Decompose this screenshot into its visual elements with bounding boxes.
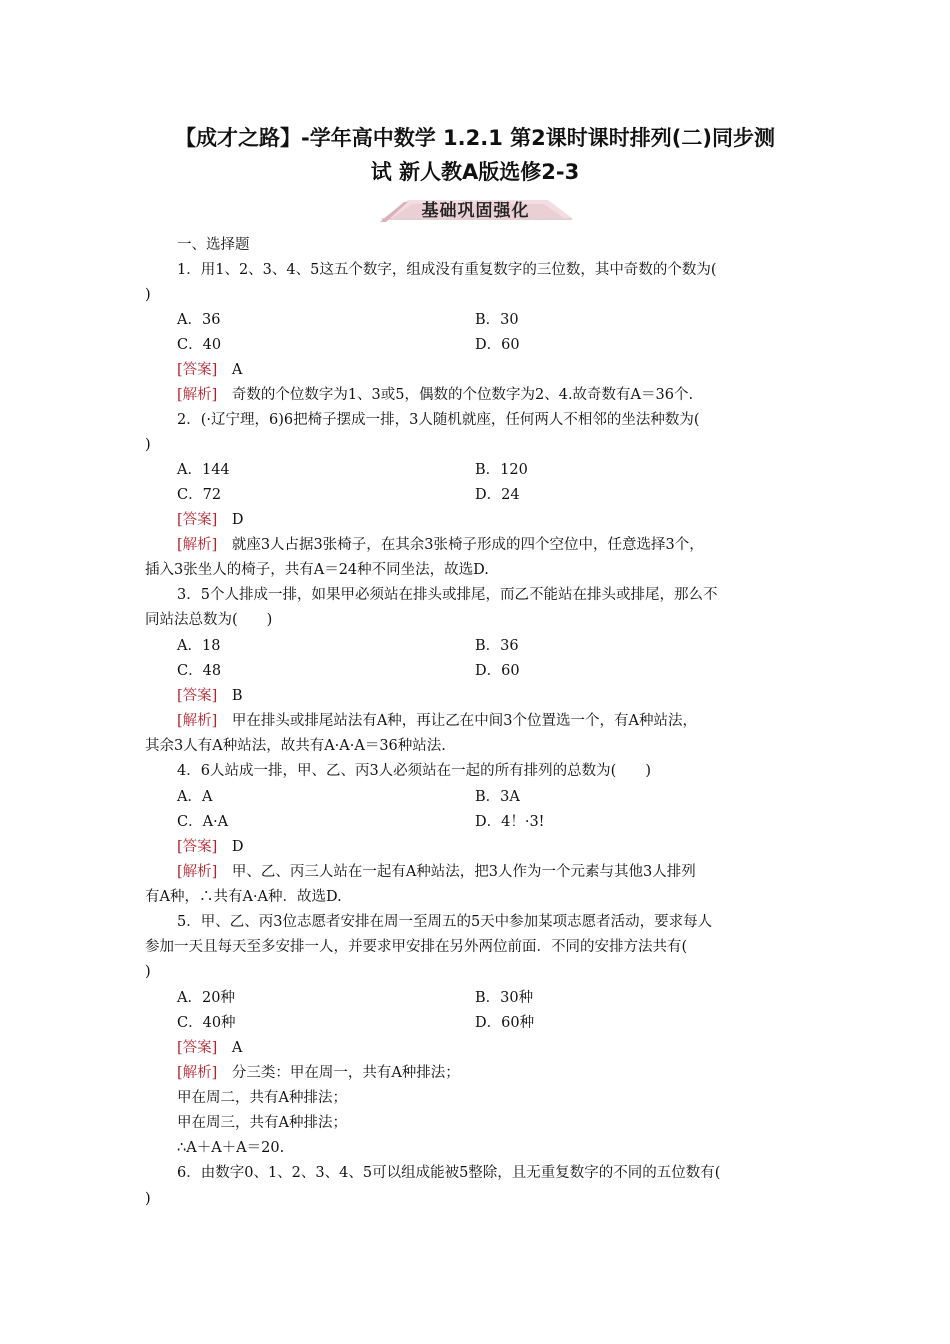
q6-stem-line2: ) xyxy=(145,1191,151,1207)
q2-answer: D xyxy=(231,512,244,528)
q3-stem-line1: 3．5个人排成一排，如果甲必须站在排头或排尾，而乙不能站在排头或排尾，那么不 xyxy=(177,587,718,603)
q2-answer-row xyxy=(177,511,243,529)
q1-answer: A xyxy=(231,362,243,378)
q2-option-c: C．72 xyxy=(177,487,222,503)
analysis-tag: [解析] xyxy=(177,1065,218,1081)
q3-answer: B xyxy=(231,688,243,704)
q2-stem-line2: ) xyxy=(145,437,151,453)
q5-answer-row xyxy=(177,1039,242,1057)
q4-stem-line1: 4．6人站成一排，甲、乙、丙3人必须站在一起的所有排列的总数为( ) xyxy=(177,763,651,779)
q2-stem-line1: 2．(·辽宁理，6)6把椅子摆成一排，3人随机就座，任何两人不相邻的坐法种数为( xyxy=(177,412,700,428)
answer-tag: [答案] xyxy=(177,839,218,855)
q5-analysis-line3: 甲在周三，共有A种排法； xyxy=(177,1115,347,1131)
q5-option-c: C．40种 xyxy=(177,1015,236,1031)
q5-stem-line3: ) xyxy=(145,964,151,980)
q2-option-d: D．24 xyxy=(475,487,520,503)
analysis-tag: [解析] xyxy=(177,713,218,729)
q3-option-c: C．48 xyxy=(177,663,222,679)
q3-analysis-line2: 其余3人有A种站法，故共有A·A·A＝36种站法. xyxy=(145,738,446,754)
q5-analysis-row xyxy=(177,1064,460,1082)
q4-analysis-line1: 甲、乙、丙三人站在一起有A种站法，把3人作为一个元素与其他3人排列 xyxy=(231,864,696,880)
q4-option-a: A．A xyxy=(177,789,213,805)
q3-analysis-line1: 甲在排头或排尾站法有A种，再让乙在中间3个位置选一个，有A种站法， xyxy=(231,713,697,729)
answer-tag: [答案] xyxy=(177,1040,218,1056)
q5-stem-line1: 5．甲、乙、丙3位志愿者安排在周一至周五的5天中参加某项志愿者活动，要求每人 xyxy=(177,914,713,930)
q4-answer-row xyxy=(177,838,243,856)
answer-tag: [答案] xyxy=(177,688,218,704)
q5-analysis-line4: ∴A＋A＋A＝20. xyxy=(177,1140,285,1156)
analysis-tag: [解析] xyxy=(177,537,218,553)
q3-option-d: D．60 xyxy=(475,663,520,679)
q5-answer: A xyxy=(231,1040,243,1056)
banner-title: 基础巩固强化 xyxy=(421,201,530,221)
q3-answer-row xyxy=(177,687,242,705)
analysis-tag: [解析] xyxy=(177,864,218,880)
q1-option-a: A．36 xyxy=(177,312,221,328)
q1-analysis-line1: 奇数的个位数字为1、3或5，偶数的个位数字为2、4.故奇数有A＝36个. xyxy=(231,387,694,403)
answer-tag: [答案] xyxy=(177,512,218,528)
q1-option-d: D．60 xyxy=(475,337,520,353)
q2-analysis-line2: 插入3张坐人的椅子，共有A＝24种不同坐法，故选D. xyxy=(145,562,489,578)
q5-stem-line2: 参加一天且每天至多安排一人，并要求甲安排在另外两位前面．不同的安排方法共有( xyxy=(145,939,688,955)
q2-analysis-row xyxy=(177,536,704,554)
q4-analysis-row xyxy=(177,863,696,881)
q2-option-b: B．120 xyxy=(475,462,528,478)
q5-option-d: D．60种 xyxy=(475,1015,535,1031)
q1-option-b: B．30 xyxy=(475,312,519,328)
q4-option-d: D．4！·3! xyxy=(475,814,545,830)
q4-answer: D xyxy=(231,839,244,855)
q4-analysis-line2: 有A种，∴共有A·A种．故选D. xyxy=(145,889,342,905)
q6-stem-line1: 6．由数字0、1、2、3、4、5可以组成能被5整除，且无重复数字的不同的五位数有( xyxy=(177,1165,721,1181)
q1-option-c: C．40 xyxy=(177,337,222,353)
analysis-tag: [解析] xyxy=(177,387,218,403)
q1-answer-row xyxy=(177,361,242,379)
section-banner xyxy=(378,192,573,222)
q3-stem-line2: 同站法总数为( ) xyxy=(145,612,273,628)
q4-option-c: C．A·A xyxy=(177,814,229,830)
q5-option-b: B．30种 xyxy=(475,990,534,1006)
q5-analysis-line2: 甲在周二，共有A种排法； xyxy=(177,1090,347,1106)
q1-stem-line2: ) xyxy=(145,287,151,303)
answer-tag: [答案] xyxy=(177,362,218,378)
q2-analysis-line1: 就座3人占据3张椅子，在其余3张椅子形成的四个空位中，任意选择3个， xyxy=(231,537,704,553)
q3-option-a: A．18 xyxy=(177,638,221,654)
q4-option-b: B．3A xyxy=(475,789,520,805)
q5-option-a: A．20种 xyxy=(177,990,235,1006)
q3-analysis-row xyxy=(177,712,697,730)
q1-stem-line1: 1．用1、2、3、4、5这五个数字，组成没有重复数字的三位数，其中奇数的个数为( xyxy=(177,262,717,278)
document-title-line-2: 试 新人教A版选修2-3 xyxy=(370,160,580,184)
q5-analysis-line1: 分三类：甲在周一，共有A种排法； xyxy=(231,1065,460,1081)
q2-option-a: A．144 xyxy=(177,462,230,478)
section-heading: 一、选择题 xyxy=(177,237,250,253)
document-title-line-1: 【成才之路】-学年高中数学 1.2.1 第2课时课时排列(二)同步测 xyxy=(175,126,775,150)
q3-option-b: B．36 xyxy=(475,638,519,654)
q1-analysis-row xyxy=(177,386,693,404)
